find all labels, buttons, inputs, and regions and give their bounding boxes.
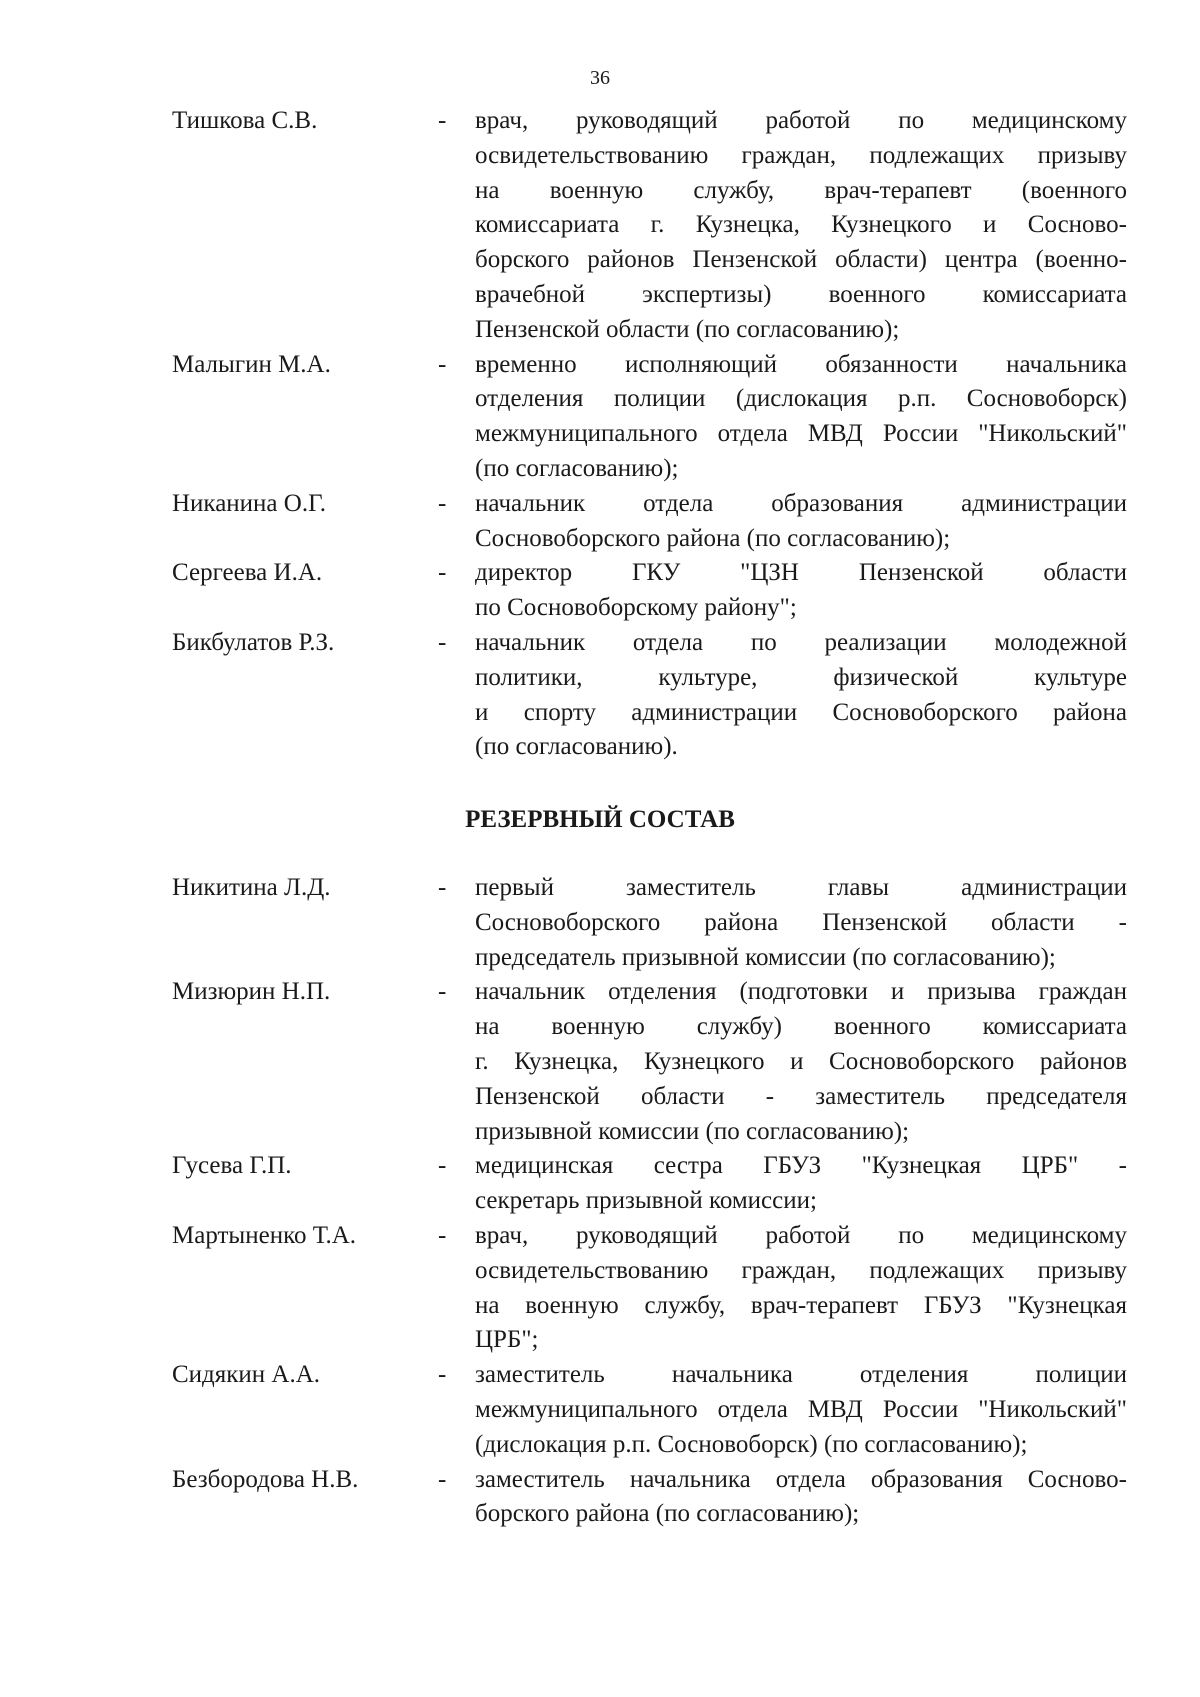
main-members-list — [0, 104, 1200, 765]
member-position — [475, 975, 1127, 1149]
page-number: 36 — [590, 67, 610, 89]
member-name: Сергеева И.А. — [172, 559, 323, 587]
member-entry — [0, 871, 1200, 975]
position-line: заместитель начальника отдела образования Сосново- — [475, 1465, 1127, 1493]
member-position — [475, 1149, 1127, 1219]
member-position — [475, 104, 1127, 348]
position-line: врач, руководящий работой по медицинскому — [475, 1221, 1127, 1249]
member-position — [475, 556, 1127, 626]
member-position — [475, 1463, 1127, 1533]
dash-separator: - — [438, 628, 447, 656]
position-line: политики, культуре, физической культуре — [475, 663, 1127, 691]
member-entry — [0, 975, 1200, 1149]
position-line: (дислокация р.п. Сосновоборск) (по согласованию); — [475, 1430, 1028, 1458]
member-entry — [0, 104, 1200, 348]
member-entry — [0, 1463, 1200, 1533]
position-line: освидетельствованию граждан, подлежащих призыву — [475, 141, 1127, 169]
member-position — [475, 348, 1127, 487]
position-line: начальник отделения (подготовки и призыва граждан — [475, 978, 1127, 1006]
member-entry — [0, 1149, 1200, 1219]
position-line: межмуниципального отдела МВД России "Никольский" — [475, 1395, 1127, 1423]
position-line: временно исполняющий обязанности начальника — [475, 350, 1127, 378]
member-name: Тишкова С.В. — [172, 107, 318, 134]
position-line: (по согласованию); — [475, 454, 679, 482]
position-line: начальник отдела образования администрации — [475, 489, 1127, 517]
position-line: (по согласованию). — [475, 733, 678, 761]
member-entry — [0, 556, 1200, 626]
position-line: на военную службу, врач-терапевт (военного — [475, 176, 1127, 204]
member-position — [475, 871, 1127, 975]
dash-separator: - — [438, 350, 447, 378]
position-line: отделения полиции (дислокация р.п. Сосновоборск) — [475, 385, 1127, 413]
position-line: Пензенской области - заместитель председателя — [475, 1082, 1127, 1110]
member-position — [475, 626, 1127, 765]
member-name: Сидякин А.А. — [172, 1361, 321, 1389]
dash-separator: - — [438, 1361, 447, 1389]
dash-separator: - — [438, 1221, 447, 1249]
dash-separator: - — [438, 489, 447, 517]
section-heading: РЕЗЕРВНЫЙ СОСТАВ — [465, 806, 735, 833]
position-line: борского районов Пензенской области) центра (военно- — [475, 246, 1127, 274]
member-entry — [0, 626, 1200, 765]
position-line: и спорту администрации Сосновоборского района — [475, 698, 1127, 726]
member-entry — [0, 1219, 1200, 1358]
member-entry — [0, 348, 1200, 487]
member-name: Гусева Г.П. — [172, 1152, 292, 1180]
member-name: Мартыненко Т.А. — [172, 1221, 357, 1249]
reserve-members-list — [0, 871, 1200, 1532]
dash-separator: - — [438, 978, 447, 1006]
position-line: медицинская сестра ГБУЗ "Кузнецкая ЦРБ" - — [475, 1152, 1127, 1180]
member-name: Мизюрин Н.П. — [172, 978, 331, 1006]
dash-separator: - — [438, 107, 447, 134]
position-line: заместитель начальника отделения полиции — [475, 1361, 1127, 1389]
position-line: ЦРБ"; — [475, 1326, 539, 1354]
position-line: начальник отдела по реализации молодежной — [475, 628, 1127, 656]
position-line: г. Кузнецка, Кузнецкого и Сосновоборского районов — [475, 1047, 1127, 1075]
member-position — [475, 487, 1127, 557]
member-position — [475, 1219, 1127, 1358]
member-position — [475, 1358, 1127, 1462]
member-name: Безбородова Н.В. — [172, 1465, 359, 1493]
position-line: межмуниципального отдела МВД России "Никольский" — [475, 420, 1127, 448]
member-name: Никитина Л.Д. — [172, 874, 331, 901]
position-line: освидетельствованию граждан, подлежащих призыву — [475, 1256, 1127, 1284]
position-line: на военную службу) военного комиссариата — [475, 1013, 1127, 1041]
member-name: Бикбулатов Р.З. — [172, 628, 335, 656]
dash-separator: - — [438, 1465, 447, 1493]
position-line: Сосновоборского района Пензенской области - — [475, 908, 1127, 936]
position-line: первый заместитель главы администрации — [475, 874, 1127, 901]
position-line: комиссариата г. Кузнецка, Кузнецкого и Сосново- — [475, 211, 1127, 239]
position-line: врачебной экспертизы) военного комиссариата — [475, 280, 1127, 308]
position-line: председатель призывной комиссии (по согласованию); — [475, 943, 1056, 971]
position-line: на военную службу, врач-терапевт ГБУЗ "Кузнецкая — [475, 1291, 1127, 1319]
position-line: Сосновоборского района (по согласованию); — [475, 524, 951, 552]
position-line: борского района (по согласованию); — [475, 1500, 860, 1528]
position-line: директор ГКУ "ЦЗН Пензенской области — [475, 559, 1127, 587]
member-name: Малыгин М.А. — [172, 350, 331, 378]
member-entry — [0, 487, 1200, 557]
member-entry — [0, 1358, 1200, 1462]
position-line: призывной комиссии (по согласованию); — [475, 1117, 910, 1145]
position-line: секретарь призывной комиссии; — [475, 1187, 817, 1215]
dash-separator: - — [438, 559, 447, 587]
position-line: по Сосновоборскому району"; — [475, 594, 797, 622]
dash-separator: - — [438, 1152, 447, 1180]
position-line: врач, руководящий работой по медицинскому — [475, 107, 1127, 134]
dash-separator: - — [438, 874, 447, 901]
position-line: Пензенской области (по согласованию); — [475, 315, 900, 343]
member-name: Никанина О.Г. — [172, 489, 326, 517]
